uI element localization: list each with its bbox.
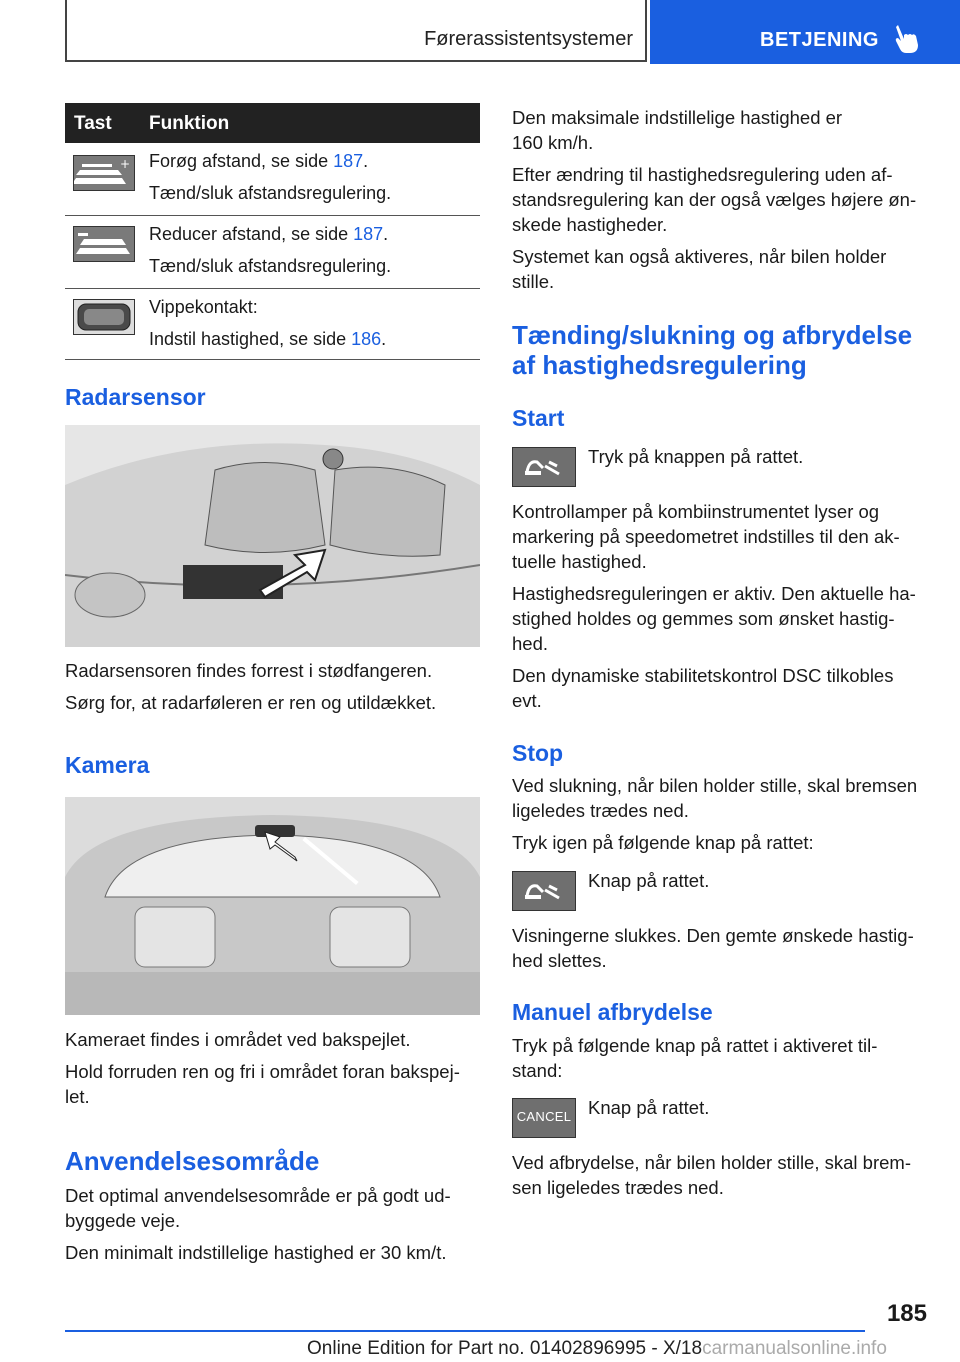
stop-text-c: Tryk igen på følgende knap på rattet: bbox=[512, 832, 814, 853]
table-row bbox=[65, 289, 480, 360]
radar-text-1: Radarsensoren findes forrest i stødfangeren. bbox=[65, 660, 433, 681]
camera-text-1: Kameraet findes i området ved bakspejlet. bbox=[65, 1029, 411, 1050]
active-text-a: Hastighedsreguleringen er aktiv. Den aktuelle ha‐ bbox=[512, 583, 916, 604]
rocker-switch-icon bbox=[73, 299, 135, 335]
active-text-b: stighed holdes og gemmes som ønsket hastig‐ bbox=[512, 608, 895, 629]
hand-pointer-icon bbox=[894, 23, 922, 55]
stop-text-a: Ved slukning, når bilen holder stille, skal bremsen bbox=[512, 775, 918, 796]
dsc-text-a: Den dynamiske stabilitetskontrol DSC tilkobles bbox=[512, 665, 894, 686]
camera-text-2a: Hold forruden ren og fri i området foran bakspej‐ bbox=[65, 1061, 460, 1082]
control-text-b: markering på speedometret indstilles til den ak‐ bbox=[512, 526, 900, 547]
after-change-a: Efter ændring til hastighedsregulering uden af‐ bbox=[512, 164, 893, 185]
usage-text-1a: Det optimal anvendelsesområde er på godt ud‐ bbox=[65, 1185, 451, 1206]
radar-text-2: Sørg for, at radarføleren er ren og utildækket. bbox=[65, 692, 437, 713]
active-text-c: hed. bbox=[512, 633, 549, 654]
stop-heading: Stop bbox=[512, 740, 564, 766]
usage-heading: Anvendelsesområde bbox=[65, 1146, 320, 1176]
camera-image bbox=[65, 797, 480, 1015]
usage-text-2: Den minimalt indstillelige hastighed er 30 km/t. bbox=[65, 1242, 447, 1263]
page-link[interactable]: 187 bbox=[353, 224, 384, 244]
manual-text-a: Tryk på følgende knap på rattet i aktiveret til‐ bbox=[512, 1035, 878, 1056]
main-heading-a: Tænding/slukning og afbrydelse bbox=[512, 320, 913, 350]
cruise-control-button-icon bbox=[512, 871, 576, 911]
watermark-text: carmanualsonline.info bbox=[702, 1338, 887, 1359]
row-text-line: Tænd/sluk afstandsregulering. bbox=[149, 183, 392, 203]
max-speed-a: Den maksimale indstillelige hastighed er bbox=[512, 107, 843, 128]
control-text-a: Kontrollamper på kombiinstrumentet lyser og bbox=[512, 501, 880, 522]
cancel-label: CANCEL bbox=[516, 1109, 572, 1124]
manual-text-d: sen ligeledes trædes ned. bbox=[512, 1177, 724, 1198]
cancel-button-icon bbox=[512, 1098, 576, 1138]
system-text-b: stille. bbox=[512, 271, 555, 292]
radar-sensor-image bbox=[65, 425, 480, 647]
decrease-distance-button-icon bbox=[73, 226, 135, 262]
col-function-header: Funktion bbox=[149, 113, 230, 134]
manual-text-c: Ved afbrydelse, når bilen holder stille, skal brem‐ bbox=[512, 1152, 911, 1173]
section-title: Førerassistentsystemer bbox=[424, 28, 633, 50]
stop-text-d: Visningerne slukkes. Den gemte ønskede hastig‐ bbox=[512, 925, 914, 946]
start-heading: Start bbox=[512, 405, 565, 431]
increase-distance-button-icon bbox=[73, 155, 135, 191]
radar-heading: Radarsensor bbox=[65, 384, 206, 410]
start-button-text: Tryk på knappen på rattet. bbox=[588, 446, 804, 467]
manual-heading: Manuel afbrydelse bbox=[512, 999, 713, 1025]
camera-heading: Kamera bbox=[65, 752, 150, 778]
after-change-c: skede hastigheder. bbox=[512, 214, 668, 235]
table-row bbox=[65, 143, 480, 216]
footer-edition bbox=[307, 1338, 887, 1360]
page-link[interactable]: 186 bbox=[351, 329, 382, 349]
stop-text-e: hed slettes. bbox=[512, 950, 607, 971]
manual-text-b: stand: bbox=[512, 1060, 563, 1081]
row-text-line: Reducer afstand, se side 187. bbox=[149, 224, 389, 244]
col-key-header: Tast bbox=[74, 113, 112, 134]
row-text-line: Vippekontakt: bbox=[149, 297, 258, 317]
table-row bbox=[65, 216, 480, 289]
edition-text: Online Edition for Part no. 01402896995 - X/18 bbox=[307, 1338, 703, 1359]
after-change-b: standsregulering kan der også vælges højere øn‐ bbox=[512, 189, 917, 210]
footer-divider bbox=[65, 1330, 865, 1332]
main-heading-b: af hastighedsregulering bbox=[512, 350, 807, 380]
chapter-tab[interactable] bbox=[650, 0, 960, 64]
chapter-title: BETJENING bbox=[760, 29, 879, 51]
row-text-line: Indstil hastighed, se side 186. bbox=[149, 329, 387, 349]
control-text-c: tuelle hastighed. bbox=[512, 551, 647, 572]
page-number: 185 bbox=[886, 1300, 927, 1327]
key-function-table bbox=[65, 103, 480, 360]
manual-button-text: Knap på rattet. bbox=[588, 1097, 710, 1118]
svg-text:+: + bbox=[120, 157, 131, 171]
table-header bbox=[65, 103, 480, 143]
row-text-line: Tænd/sluk afstandsregulering. bbox=[149, 256, 392, 276]
dsc-text-b: evt. bbox=[512, 690, 542, 711]
stop-button-text: Knap på rattet. bbox=[588, 870, 710, 891]
cruise-control-button-icon bbox=[512, 447, 576, 487]
system-text-a: Systemet kan også aktiveres, når bilen holder bbox=[512, 246, 887, 267]
max-speed-b: 160 km/h. bbox=[512, 132, 594, 153]
stop-text-b: ligeledes trædes ned. bbox=[512, 800, 689, 821]
usage-text-1b: byggede veje. bbox=[65, 1210, 181, 1231]
page-link[interactable]: 187 bbox=[333, 151, 364, 171]
row-text-line: Forøg afstand, se side 187. bbox=[149, 151, 369, 171]
camera-text-2b: let. bbox=[65, 1086, 90, 1107]
header-section-box bbox=[65, 0, 647, 62]
